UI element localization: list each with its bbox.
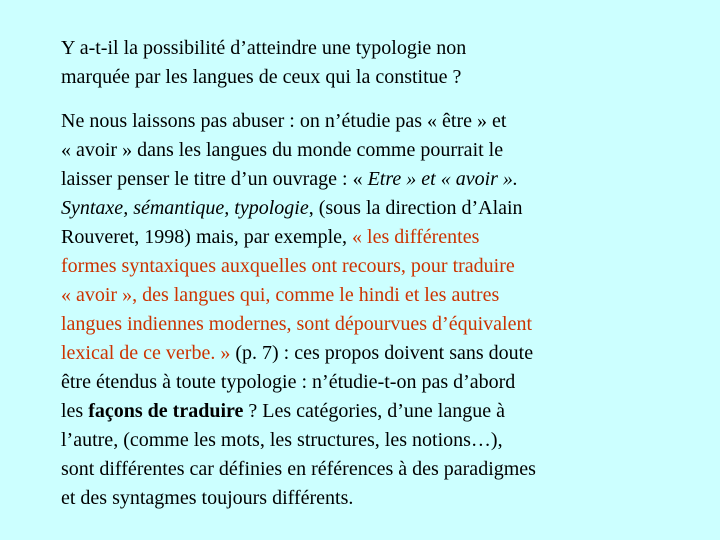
paragraph-line-3-text: laisser penser le titre d’un ouvrage : « — [61, 168, 368, 190]
quote-line-7: « avoir », des langues qui, comme le hindi et les autres — [61, 284, 500, 306]
paragraph-line-1: Ne nous laissons pas abuser : on n’étudie pas « être » et — [61, 110, 507, 132]
paragraph-line-9-text: (p. 7) : ces propos doivent sans doute — [235, 342, 534, 364]
paragraph-line-9 — [61, 339, 661, 368]
paragraph-line-4-text: , (sous la direction d’Alain — [308, 197, 523, 219]
slide-content — [61, 34, 661, 513]
paragraph-line-11-text-a: les — [61, 400, 89, 422]
paragraph-line-11 — [61, 397, 661, 426]
question-line-1: Y a-t-il la possibilité d’atteindre une typologie non — [61, 37, 467, 59]
book-title-part-1: Etre » et « avoir ». — [367, 168, 518, 190]
paragraph-line-12: l’autre, (comme les mots, les structures, les notions…), — [61, 429, 503, 451]
paragraph-line-11-text-c: ? Les catégories, d’une langue à — [243, 400, 505, 422]
body-paragraph — [61, 107, 661, 513]
paragraph-line-5 — [61, 223, 661, 252]
quote-line-6: formes syntaxiques auxquelles ont recours, pour traduire — [61, 255, 515, 277]
book-title-part-2: Syntaxe, sémantique, typologie — [61, 197, 309, 219]
paragraph-line-14: et des syntagmes toujours différents. — [61, 487, 354, 509]
paragraph-line-2: « avoir » dans les langues du monde comme pourrait le — [61, 139, 504, 161]
paragraph-line-4 — [61, 194, 661, 223]
paragraph-line-3 — [61, 165, 661, 194]
paragraph-line-13: sont différentes car définies en références à des paradigmes — [61, 458, 536, 480]
paragraph-line-10: être étendus à toute typologie : n’étudie-t-on pas d’abord — [61, 371, 516, 393]
emphasis-bold: façons de traduire — [88, 400, 244, 422]
quote-end: lexical de ce verbe. » — [61, 342, 236, 364]
question-line-2: marquée par les langues de ceux qui la constitue ? — [61, 66, 462, 88]
question-heading — [61, 34, 661, 92]
quote-line-8: langues indiennes modernes, sont dépourvues d’équivalent — [61, 313, 532, 335]
paragraph-line-5-text: Rouveret, 1998) mais, par exemple, — [61, 226, 353, 248]
quote-start: « les différentes — [352, 226, 480, 248]
